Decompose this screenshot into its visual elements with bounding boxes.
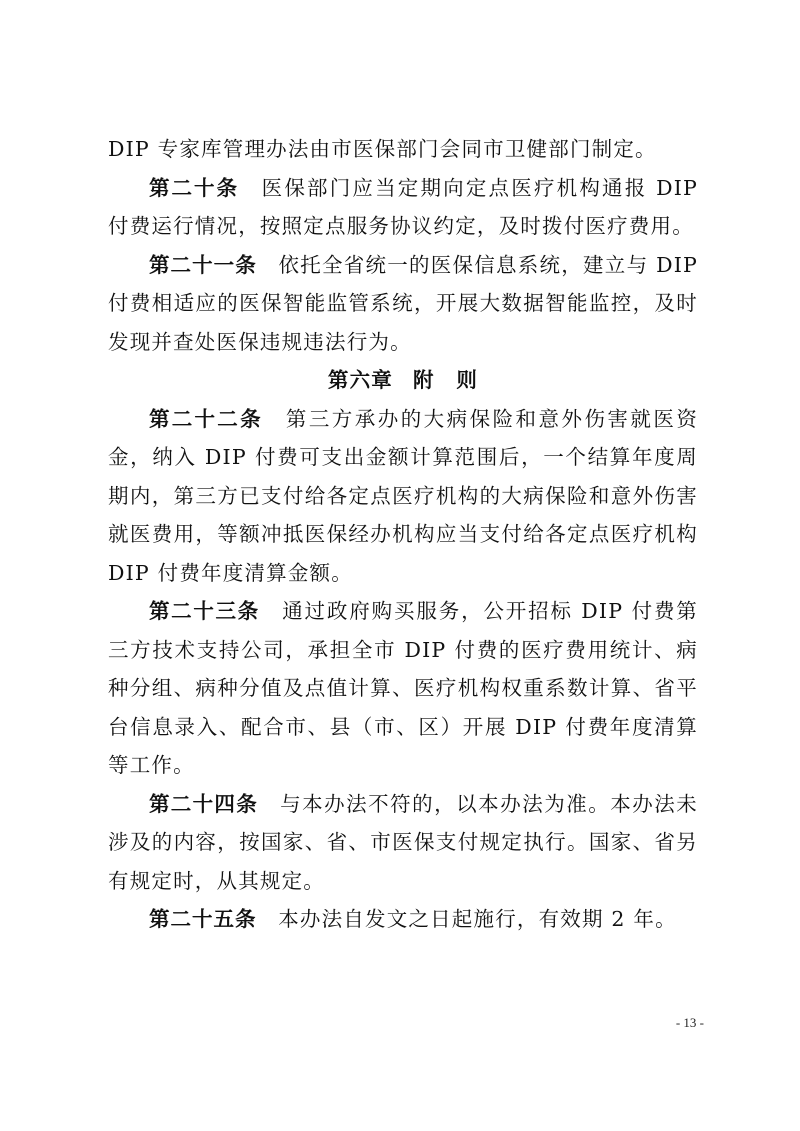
chapter-heading [108, 361, 698, 400]
article-25 [108, 900, 698, 939]
paragraph-text: 依托全省统一的医保信息系统，建立与 DIP 付费相适应的医保智能监管系统，开展大数据智能监控，及时发现并查处医保违规违法行为。 [108, 252, 699, 354]
article-22 [108, 400, 698, 593]
paragraph-text: 本办法自发文之日起施行，有效期 2 年。 [278, 907, 677, 931]
article-heading: 第二十条 [149, 175, 239, 200]
document-body [108, 130, 698, 939]
paragraph-text: 与本办法不符的，以本办法为准。本办法未涉及的内容，按国家、省、市医保支付规定执行。国家、省另有规定时，从其规定。 [108, 791, 698, 893]
article-23 [108, 592, 698, 785]
paragraph-text: 第三方承办的大病保险和意外伤害就医资金，纳入 DIP 付费可支出金额计算范围后，一个结算年度周期内，第三方已支付给各定点医疗机构的大病保险和意外伤害就医费用，等额冲抵医保经办机构应当支付给各定点医疗机构 DIP 付费年度清算金额。 [108, 406, 699, 585]
paragraph-text: 通过政府购买服务，公开招标 DIP 付费第三方技术支持公司，承担全市 DIP 付费的医疗费用统计、病种分组、病种分值及点值计算、医疗机构权重系数计算、省平台信息录入、配合市、县（市、区）开展 DIP 付费年度清算等工作。 [108, 599, 699, 777]
article-heading: 第二十三条 [149, 599, 260, 623]
page-number: - 13 - [675, 1015, 704, 1030]
paragraph-text: 医保部门应当定期向定点医疗机构通报 DIP 付费运行情况，按照定点服务协议约定，及时拨付医疗费用。 [108, 175, 699, 238]
article-24 [108, 785, 698, 901]
chapter-number: 第六章 [327, 368, 393, 392]
chapter-title: 附 则 [413, 368, 479, 392]
article-heading: 第二十五条 [149, 907, 257, 931]
article-20 [108, 169, 698, 246]
article-heading: 第二十四条 [149, 791, 259, 816]
article-21 [108, 246, 698, 362]
paragraph-continuation [108, 130, 698, 169]
article-heading: 第二十一条 [149, 252, 257, 277]
article-heading: 第二十二条 [149, 406, 263, 431]
paragraph-text: DIP 专家库管理办法由市医保部门会同市卫健部门制定。 [108, 137, 657, 161]
